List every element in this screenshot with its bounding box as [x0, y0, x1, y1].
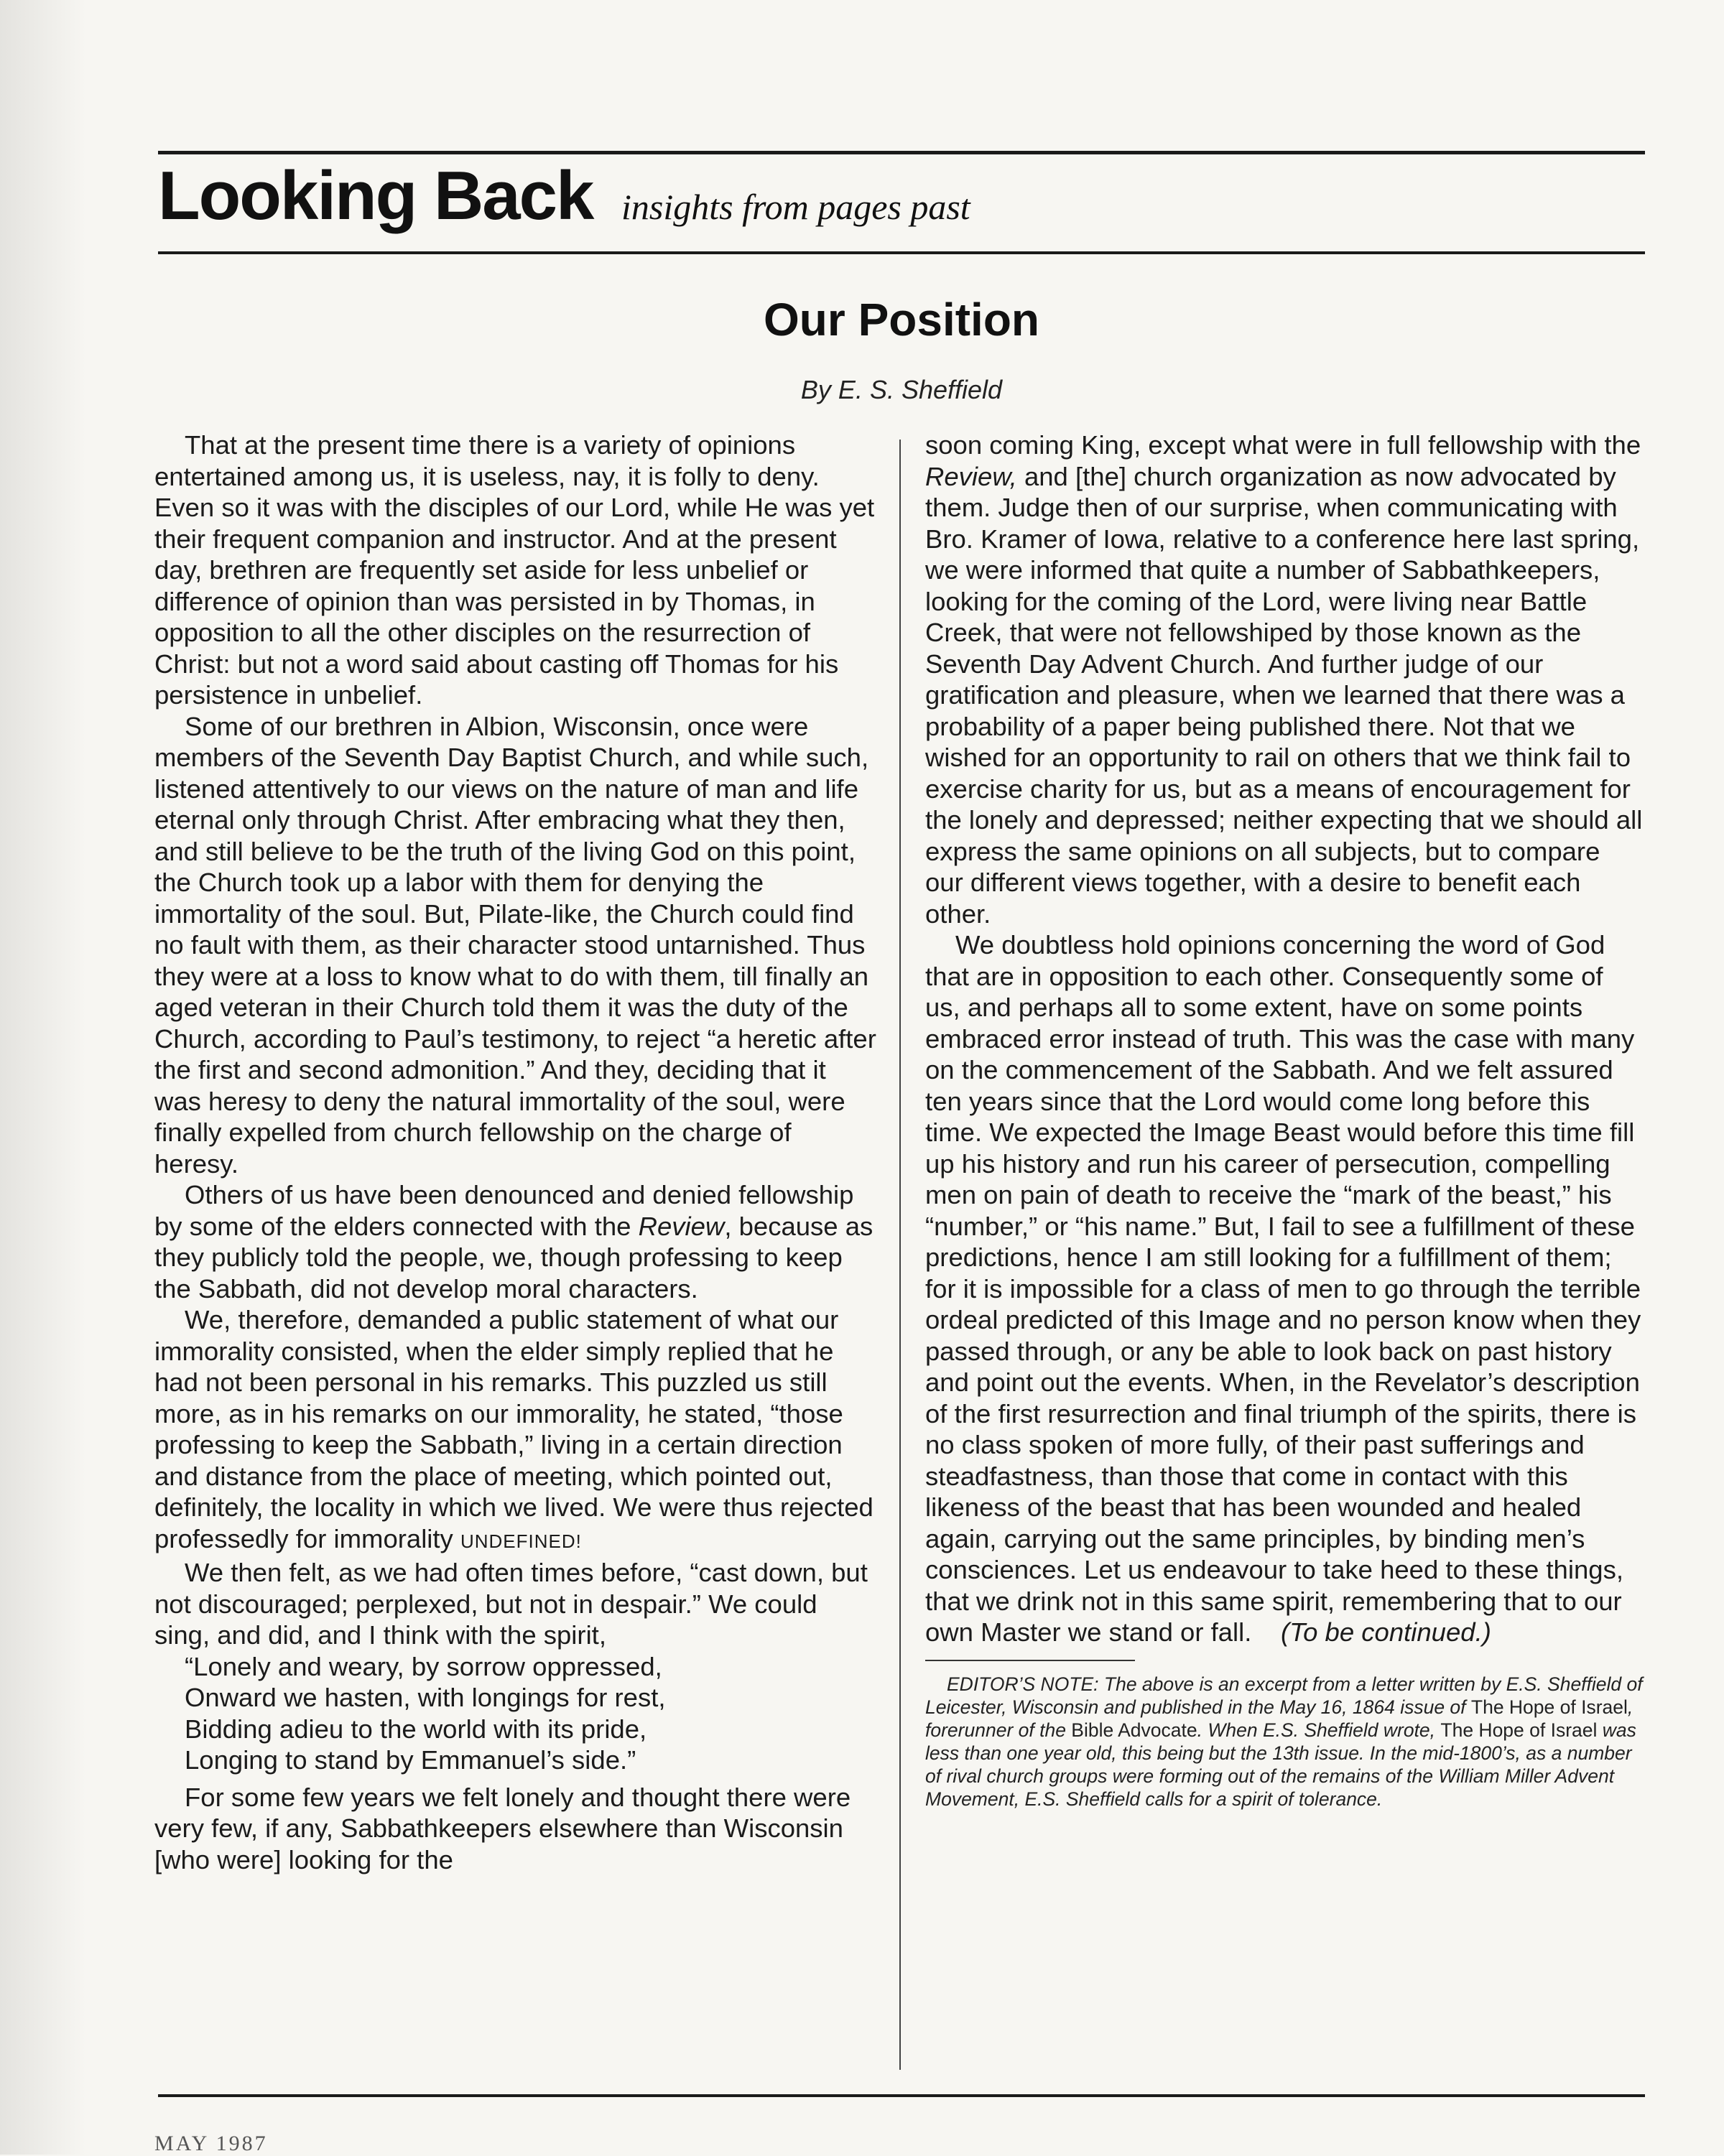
column-divider: [899, 440, 901, 2070]
paragraph: We doubtless hold opinions concerning the word of God that are in opposition to each other. Consequently some of us, and perhaps all to some extent, have on some points embraced error instead of truth. This was the case with many on the commencement of the Sabbath. And we felt assured ten years since that the Lord would come long before this time. We expected the Image Beast would before this time fill up his history and run his career of persecution, compelling men on pain of death to receive the “mark of the beast,” his “number,” or “his name.” But, I fail to see a fulfillment of these predictions, hence I am still looking for a fulfillment of them; for it is impossible for a class of men to go through the terrible ordeal predicted of this Image and no person know when they passed through, or any be able to look back on past history and point out the events. When, in the Revelator’s description of the first resurrection and final triumph of the spirits, there is no class spoken of more fully, of their past sufferings and steadfastness, than those that come in contact with this likeness of the beast that has been wounded and healed again, carrying out the same principles, by binding men’s consciences. Let us endeavour to take heed to these things, that we drink not in this same spirit, remembering that to our own Master we stand or fall. (To be continued.): [925, 930, 1641, 1647]
masthead: [158, 152, 1645, 251]
hymn-line: “Lonely and weary, by sorrow oppressed,: [185, 1651, 662, 1681]
publication-name: Bible Advocate: [1071, 1719, 1197, 1741]
publication-name: Review,: [925, 461, 1017, 491]
hymn-line: Onward we hasten, with longings for rest,: [185, 1683, 666, 1712]
paragraph: Others of us have been denounced and denied fellowship by some of the elders connected with the Review, because as they publicly told the people, we, though professing to keep the Sabbath, did not develop moral characters.: [154, 1180, 873, 1304]
paragraph: For some few years we felt lonely and thought there were very few, if any, Sabbathkeepers elsewhere than Wisconsin [who were] looking for the: [154, 1782, 851, 1874]
article-column-left: [154, 429, 876, 1875]
publication-name: Review: [638, 1211, 725, 1241]
hymn-line: Longing to stand by Emmanuel’s side.”: [185, 1745, 636, 1775]
hymn-quote: [154, 1651, 876, 1776]
paragraph: We, therefore, demanded a public statement of what our immorality consisted, when the elder simply replied that he had not been personal in his remarks. This puzzled us still more, as in his remarks on our immorality, he stated, “those professing to keep the Sabbath,” living in a certain direction and distance from the place of meeting, which pointed out, definitely, the locality in which we lived. We were thus rejected professedly for immorality UNDEFINED!: [154, 1305, 873, 1553]
paragraph: soon coming King, except what were in full fellowship with the Review, and [the] church organization as now advocated by them. Judge then of our surprise, when communicating with Bro. Kramer of Iowa, relative to a conference here last spring, we were informed that quite a number of Sabbathkeepers, looking for the coming of the Lord, were living near Battle Creek, that were not fellowshiped by those known as the Seventh Day Advent Church. And further judge of our gratification and pleasure, when we learned that there was a probability of a paper being published there. Not that we wished for an opportunity to rail on others that we think fail to exercise charity for us, but as a means of encouragement for the lonely and depressed; neither expecting that we should all express the same opinions on all subjects, but to compare our different views together, with a desire to benefit each other.: [925, 430, 1643, 929]
publication-name: The Hope of Israel: [1440, 1719, 1598, 1741]
editor-note-rule: [925, 1660, 1135, 1661]
paragraph: That at the present time there is a variety of opinions entertained among us, it is useless, nay, it is folly to deny. Even so it was with the disciples of our Lord, while He was yet their frequent companion and instructor. And at the present day, brethren are frequently set aside for less unbelief or difference of opinion than was persisted in by Thomas, in opposition to all the other disciples on the resurrection of Christ: but not a word said about casting off Thomas for his persistence in unbelief.: [154, 430, 875, 710]
hymn-line: Bidding adieu to the world with its pride,: [185, 1714, 647, 1744]
article-byline: By E. S. Sheffield: [800, 375, 1003, 404]
publication-name: The Hope of Israel: [1470, 1696, 1628, 1718]
paragraph: We then felt, as we had often times before, “cast down, but not discouraged; perplexed, but not in despair.” We could sing, and did, and I think with the spirit,: [154, 1558, 868, 1650]
masthead-title: Looking Back: [158, 157, 593, 234]
masthead-subtitle: insights from pages past: [621, 187, 970, 227]
paragraph: Some of our brethren in Albion, Wisconsin, once were members of the Seventh Day Baptist Church, and while such, listened attentively to our views on the nature of man and life eternal only through Christ. After embracing what they then, and still believe to be the truth of the living God on this point, the Church took up a labor with them for denying the immortality of the soul. But, Pilate-like, the Church could find no fault with them, as their character stood untarnished. Thus they were at a loss to know what to do with them, till finally an aged veteran in their Church told them it was the duty of the Church, according to Paul’s testimony, to reject “a heretic after the first and second admonition.” And they, deciding that it was heresy to deny the natural immortality of the soul, were finally expelled from church fellowship on the charge of heresy.: [154, 711, 876, 1179]
editor-note: EDITOR’S NOTE: The above is an excerpt from a letter written by E.S. Sheffield of Leicester, Wisconsin and published in the May 16, 1864 issue of The Hope of Israel, forerunner of the Bible Advocate. When E.S. Sheffield wrote, The Hope of Israel was less than one year old, this being but the 13th issue. In the mid-1800’s, as a number of rival church groups were forming out of the remains of the William Miller Advent Movement, E.S. Sheffield calls for a spirit of tolerance.: [925, 1673, 1643, 1810]
small-caps-emphasis: UNDEFINED!: [460, 1530, 582, 1552]
continued-note: (To be continued.): [1281, 1617, 1491, 1647]
issue-date: MAY 1987: [154, 2132, 268, 2155]
masthead-bottom-rule: [158, 251, 1645, 254]
page-bottom-rule: [158, 2094, 1645, 2097]
article-title: Our Position: [764, 294, 1039, 345]
article-column-right: [925, 429, 1644, 1811]
